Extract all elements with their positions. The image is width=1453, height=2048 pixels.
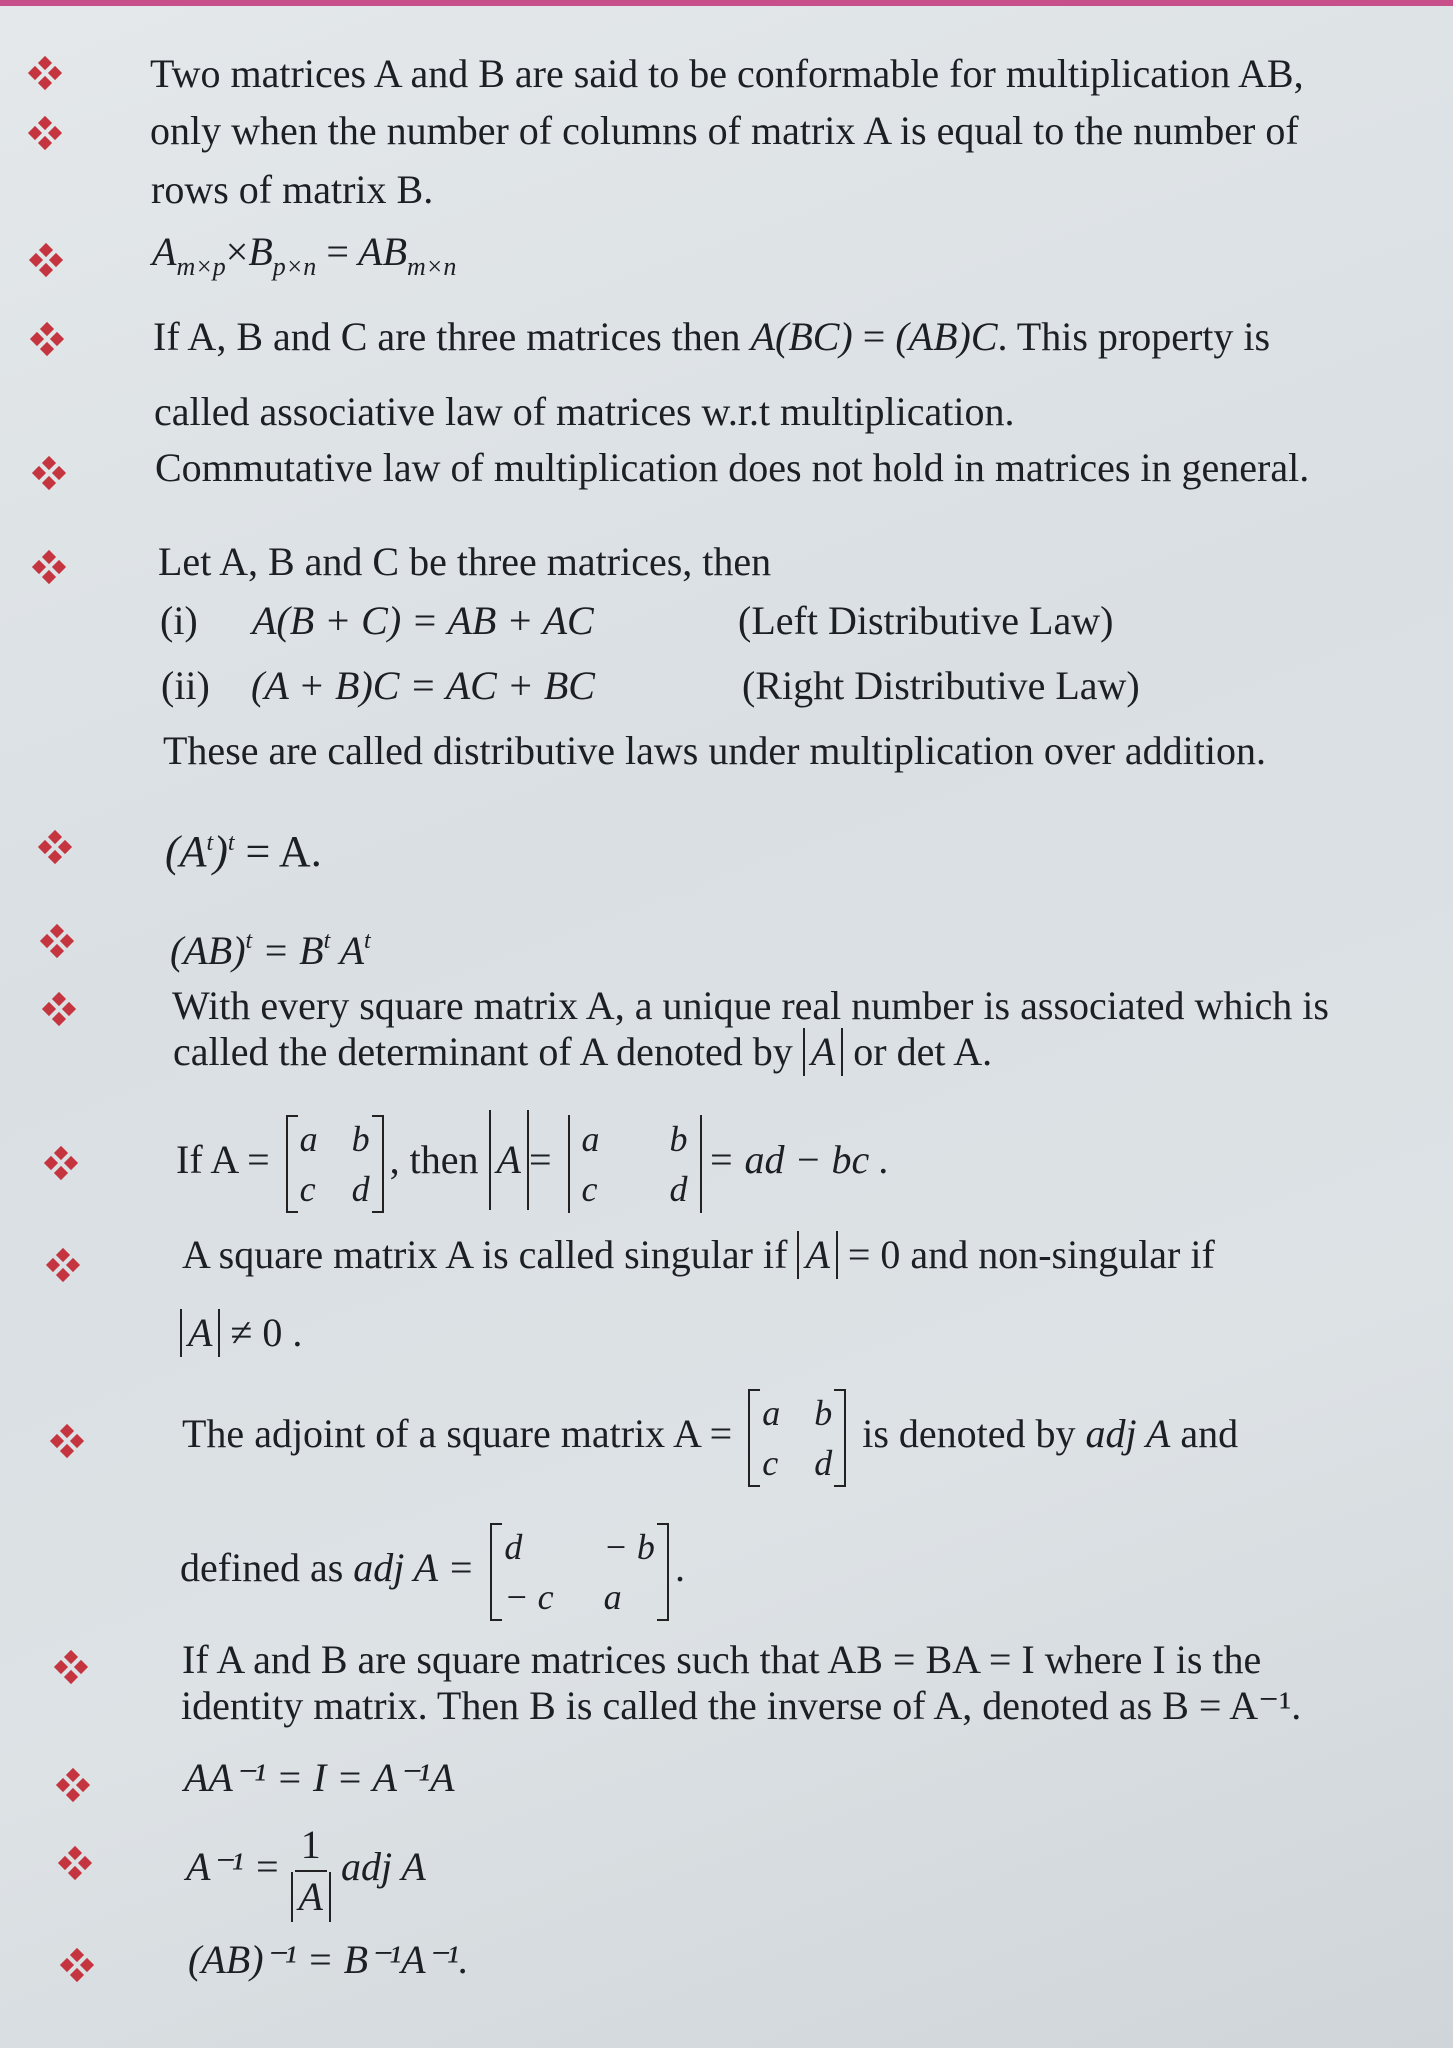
math: A(BC) [750,314,853,359]
text: If A, B and C are three matrices then [153,314,751,359]
text-line: called associative law of matrices w.r.t multiplication. [154,389,1015,434]
text-line: rows of matrix B. [151,167,434,212]
text-line: identity matrix. Then B is called the inverse of A, denoted as B = A⁻¹. [181,1683,1302,1728]
fraction [291,1820,331,1922]
entry: d [504,1526,523,1567]
formula-inverse [186,1820,426,1922]
formula-inverse-identity: AA⁻¹ = I = A⁻¹A [184,1755,455,1800]
determinant-definition [176,1110,889,1213]
math: (A [165,827,207,876]
matrix [286,1115,384,1213]
entry: − c [504,1576,554,1617]
matrix [490,1523,669,1621]
bullet-icon [30,118,60,148]
formula-matrix-product-order [152,228,456,291]
entry: c [581,1168,598,1209]
bullet-icon [48,1250,78,1280]
text: = 0 and non-singular if [837,1232,1215,1277]
text: defined as [180,1545,354,1590]
bullet-icon [34,458,64,488]
math: B [248,229,273,274]
math: A [489,1110,529,1210]
math: A⁻¹ = [186,1844,281,1890]
text-line: With every square matrix A, a unique real number is associated which is [172,983,1329,1028]
law-left-distributive [160,597,1114,645]
text-line [173,1028,992,1076]
entry: a [762,1392,781,1433]
math: adj A [1085,1411,1171,1456]
bullet-icon [46,1148,76,1178]
math: = ad − bc . [707,1137,890,1182]
text-line [182,1231,1215,1279]
math: m×p [176,252,226,281]
math: × [225,229,249,274]
math: ≠ 0 . [220,1310,303,1355]
math: adj A [340,1844,426,1890]
item-number: (i) [160,598,198,643]
text: , then [389,1137,479,1182]
math: p×n [272,252,317,281]
math: ) [213,827,228,876]
math: m×n [407,252,457,281]
bullet-icon [52,1426,82,1456]
entry: d [351,1168,370,1209]
bullet-icon [34,552,64,582]
math: = A. [234,827,322,876]
text: and [1170,1411,1239,1456]
math: A [797,1231,837,1279]
bullet-icon [40,832,70,862]
math: A(B + C) = AB + AC [252,598,594,643]
math: t [227,830,235,856]
entry: b [351,1118,370,1159]
bullet-icon [44,994,74,1024]
formula-transpose-product [170,917,371,975]
text: A square matrix A is called singular if [182,1232,798,1277]
text-line [180,1309,302,1357]
entry: d [814,1442,833,1483]
entry: b [669,1118,688,1159]
law-right-distributive [161,662,1140,710]
math: t [323,928,331,954]
text-line: If A and B are square matrices such that AB = BA = I where I is the [182,1637,1262,1682]
bullet-icon [31,245,61,275]
numerator: 1 [295,1820,327,1872]
text-line: These are called distributive laws under multiplication over addition. [163,728,1267,773]
text-line: Let A, B and C be three matrices, then [158,539,772,584]
math: (AB)C [895,314,998,359]
formula-transpose-transpose [165,819,322,876]
text: The adjoint of a square matrix A = [182,1411,733,1456]
bullet-icon [58,1770,88,1800]
math: = [326,229,349,274]
text-line: only when the number of columns of matrix A is equal to the number of [150,108,1299,153]
text-line: Two matrices A and B are said to be conformable for multiplication AB, [150,51,1304,96]
entry: d [669,1168,688,1209]
bullet-icon [60,1848,90,1878]
math: AB [358,229,408,274]
determinant [568,1115,702,1213]
math: = [852,314,896,359]
math: A [803,1028,843,1076]
entry: a [581,1118,600,1159]
text: . [674,1545,685,1590]
item-number: (ii) [161,663,210,708]
text: called the determinant of A denoted by [173,1029,803,1074]
math: A [152,229,177,274]
math: = [528,1137,552,1182]
bullet-icon [62,1950,92,1980]
math: (A + B)C = AC + BC [251,663,595,708]
bullet-icon [32,324,62,354]
adjoint-intro [182,1384,1238,1487]
math: A [180,1309,220,1357]
text: . This property is [997,314,1271,359]
denominator: A [291,1872,331,1922]
text: is denoted by [862,1411,1086,1456]
math: (AB) [170,928,246,973]
bullet-icon [30,58,60,88]
math: t [206,830,214,856]
entry: c [762,1442,779,1483]
page-edge [0,0,1453,6]
matrix [748,1389,846,1487]
law-name: (Left Distributive Law) [738,598,1114,643]
entry: a [603,1576,622,1617]
text-line: Commutative law of multiplication does not hold in matrices in general. [155,445,1310,490]
math: t [245,928,253,954]
math: t [364,928,371,954]
math: adj A = [353,1545,475,1590]
text: or det A. [843,1029,993,1074]
text-line [153,313,1270,361]
entry: a [299,1118,318,1159]
entry: c [299,1168,316,1209]
bullet-icon [56,1652,86,1682]
entry: b [814,1392,833,1433]
formula-inverse-product: (AB)⁻¹ = B⁻¹A⁻¹. [188,1937,469,1982]
math: A [330,928,365,973]
bullet-icon [42,926,72,956]
law-name: (Right Distributive Law) [742,663,1140,708]
entry: − b [603,1526,655,1567]
math: = B [252,928,324,973]
text: If A = [176,1137,270,1182]
adjoint-definition [180,1518,685,1621]
